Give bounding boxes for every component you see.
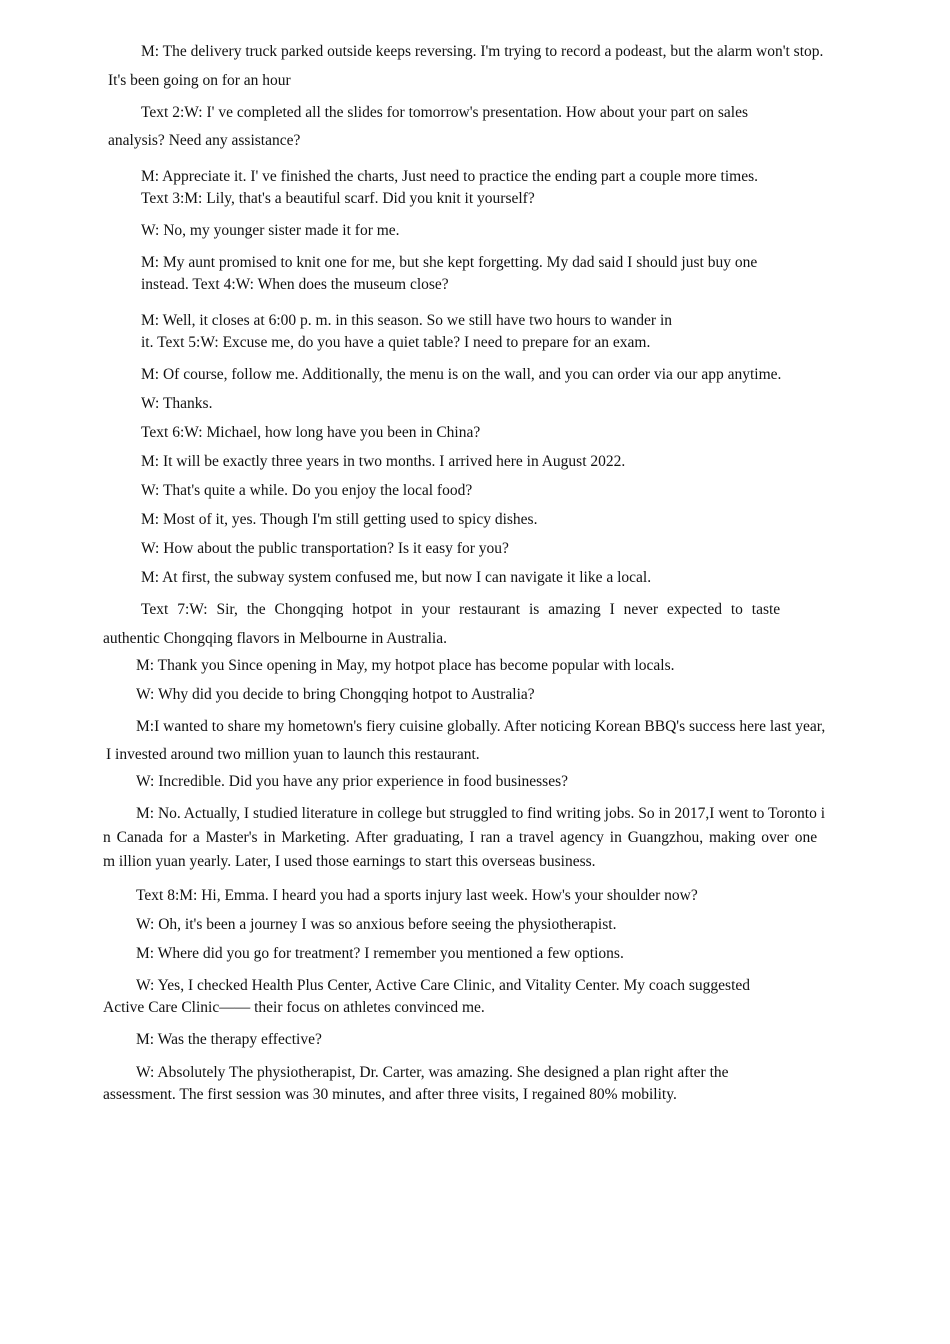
- text2-m-line: M: Appreciate it. I' ve finished the charts, Just need to practice the ending part a couple more times.: [141, 168, 758, 185]
- text6-m2-line: M: Most of it, yes. Though I'm still getting used to spicy dishes.: [141, 511, 538, 528]
- text7-m3-line1: M: No. Actually, I studied literature in college but struggled to find writing jobs. So in 2017,I went to Toronto i: [136, 805, 826, 822]
- text8-w2-line1: W: Yes, I checked Health Plus Center, Active Care Clinic, and Vitality Center. My coach suggested: [136, 977, 751, 994]
- text7-m3-line3: m illion yuan yearly. Later, I used those earnings to start this overseas business.: [103, 853, 596, 870]
- text3-m-line: Text 3:M: Lily, that's a beautiful scarf. Did you knit it yourself?: [141, 190, 535, 207]
- text8-m2-line: M: Where did you go for treatment? I remember you mentioned a few options.: [136, 945, 624, 962]
- text7-w1-line2: authentic Chongqing flavors in Melbourne in Australia.: [103, 630, 447, 647]
- text4-m-line2: it. Text 5:W: Excuse me, do you have a quiet table? I need to prepare for an exam.: [141, 334, 651, 351]
- text8-m1-line: Text 8:M: Hi, Emma. I heard you had a sports injury last week. How's your shoulder now?: [136, 887, 698, 904]
- text3-m2-line2: instead. Text 4:W: When does the museum close?: [141, 276, 449, 293]
- text4-m-line1: M: Well, it closes at 6:00 p. m. in this season. So we still have two hours to wander in: [141, 312, 673, 329]
- text3-w-line: W: No, my younger sister made it for me.: [141, 222, 400, 239]
- text6-m3-line: M: At first, the subway system confused me, but now I can navigate it like a local.: [141, 569, 652, 586]
- text6-w2-line: W: That's quite a while. Do you enjoy the local food?: [141, 482, 473, 499]
- text6-w1-line: Text 6:W: Michael, how long have you been in China?: [141, 424, 481, 441]
- text8-w3-line1: W: Absolutely The physiotherapist, Dr. Carter, was amazing. She designed a plan right after the: [136, 1064, 729, 1081]
- text8-w1-line: W: Oh, it's been a journey I was so anxious before seeing the physiotherapist.: [136, 916, 617, 933]
- text7-w2-line: W: Why did you decide to bring Chongqing hotpot to Australia?: [136, 686, 535, 703]
- text3-m2-line1: M: My aunt promised to knit one for me, but she kept forgetting. My dad said I should just buy one: [141, 254, 758, 271]
- text2-w-line1: Text 2:W: I' ve completed all the slides for tomorrow's presentation. How about your part on sales: [141, 104, 748, 121]
- text5-w-line: W: Thanks.: [141, 395, 213, 412]
- text6-m1-line: M: It will be exactly three years in two months. I arrived here in August 2022.: [141, 453, 626, 470]
- text8-m3-line: M: Was the therapy effective?: [136, 1031, 322, 1048]
- text8-w3-line2: assessment. The first session was 30 minutes, and after three visits, I regained 80% mobility.: [103, 1086, 677, 1103]
- text7-m2-line2: I invested around two million yuan to launch this restaurant.: [106, 746, 480, 763]
- text1-m-line2: It's been going on for an hour: [108, 72, 291, 89]
- text7-m3-line2: n Canada for a Master's in Marketing. After graduating, I ran a travel agency in Guangzhou, making over one: [103, 829, 818, 846]
- text7-m1-line: M: Thank you Since opening in May, my hotpot place has become popular with locals.: [136, 657, 675, 674]
- text7-m2-line1: M:I wanted to share my hometown's fiery cuisine globally. After noticing Korean BBQ's success here last year,: [136, 718, 826, 735]
- text7-w3-line: W: Incredible. Did you have any prior experience in food businesses?: [136, 773, 568, 790]
- text1-m-line1: M: The delivery truck parked outside keeps reversing. I'm trying to record a podeast, but the alarm won't stop.: [141, 43, 824, 60]
- text5-m-line: M: Of course, follow me. Additionally, the menu is on the wall, and you can order via our app anytime.: [141, 366, 782, 383]
- text2-w-line2: analysis? Need any assistance?: [108, 132, 301, 149]
- text6-w3-line: W: How about the public transportation? Is it easy for you?: [141, 540, 509, 557]
- text7-w1-line1: Text 7:W: Sir, the Chongqing hotpot in your restaurant is amazing I never expected to taste: [141, 601, 781, 618]
- text8-w2-line2: Active Care Clinic—— their focus on athletes convinced me.: [103, 999, 485, 1016]
